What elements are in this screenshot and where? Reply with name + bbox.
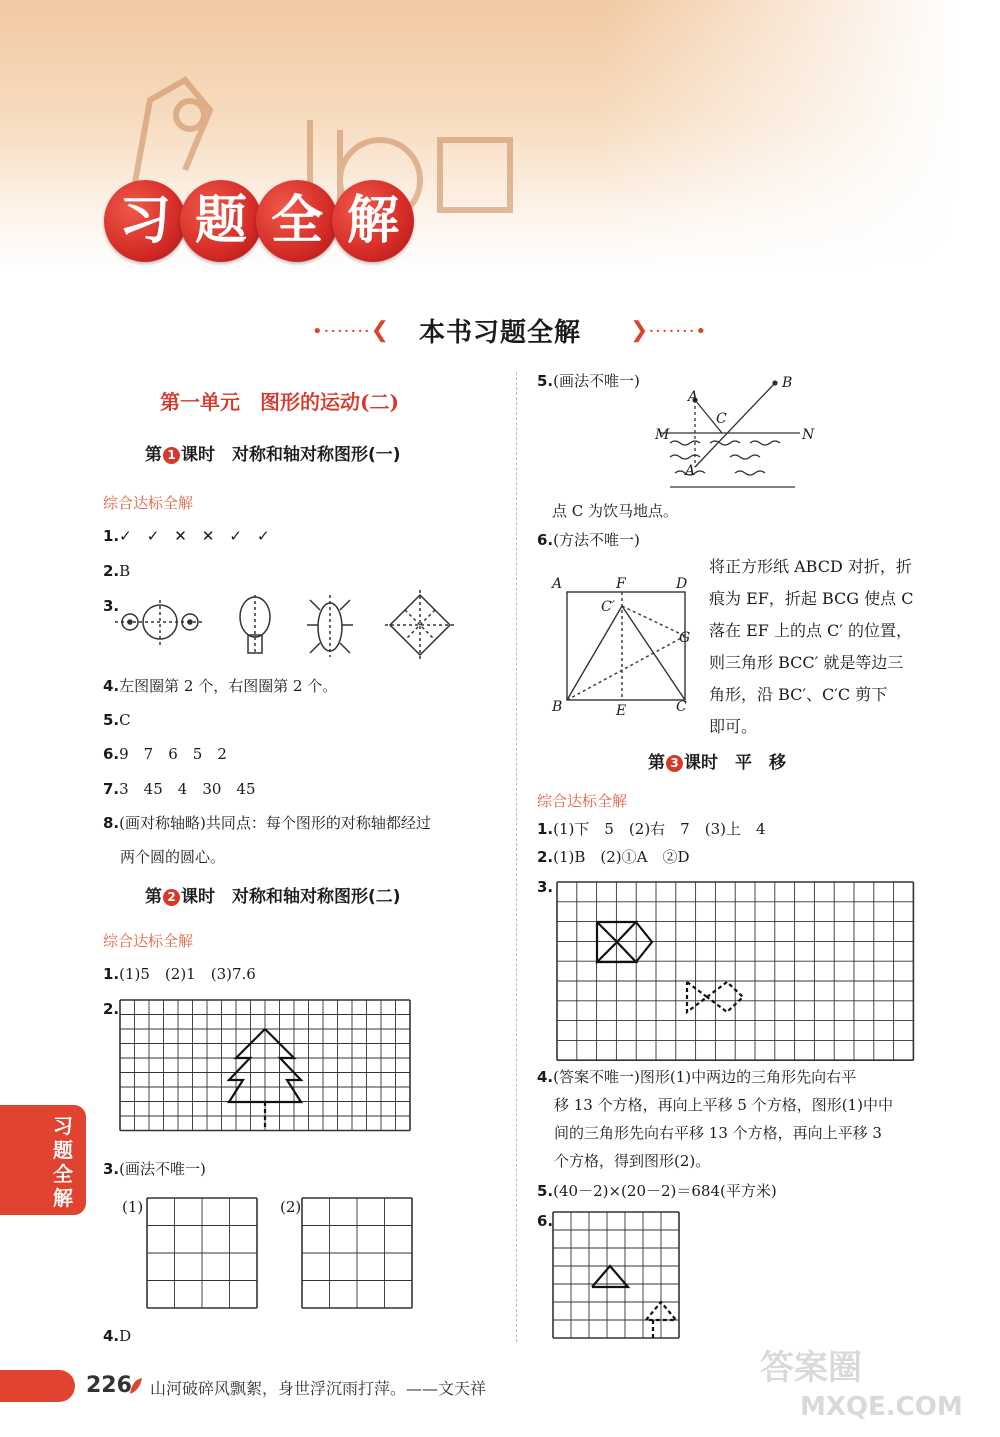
question-5: 5.C (103, 711, 131, 729)
q6-description-line1: 将正方形纸 ABCD 对折，折 (709, 557, 912, 576)
q5-point-A: A (688, 389, 699, 405)
l3-question-4-line3: 间的三角形先向右平移 13 个方格，再向上平移 3 (554, 1124, 882, 1142)
q6-label-G: G (679, 630, 691, 646)
footer-bar (0, 1370, 75, 1402)
q5-conclusion: 点 C 为饮马地点。 (552, 502, 679, 520)
l2-q3-sub2: (2) (280, 1198, 302, 1216)
l3-question-4-line2: 移 13 个方格，再向上平移 5 个方格，图形(1)中中 (554, 1096, 893, 1114)
q5-point-N: N (802, 427, 815, 443)
lesson-2-title: 第 2 课时 对称和轴对称图形(二) (145, 887, 401, 907)
q6-description-line2: 痕为 EF，折起 BCG 使点 C (709, 589, 914, 608)
question-6: 6.9 7 6 5 2 (103, 745, 227, 763)
q6-square-diagram (567, 592, 687, 702)
title-char-3: 全 (256, 180, 338, 262)
leaf-icon (128, 1376, 144, 1396)
q5-point-A-prime: A′ (685, 463, 699, 479)
question-4: 4.左图圈第 2 个，右图圈第 2 个。 (103, 677, 338, 695)
question-8: 8.(画对称轴略)共同点：每个图形的对称轴都经过 (103, 814, 431, 832)
q6-label-F: F (616, 576, 626, 592)
l3-question-5: 5.(40－2)×(20－2)＝684(平方米) (537, 1182, 777, 1200)
l2-question-4: 4.D (103, 1327, 132, 1345)
l3-q3-grid (557, 882, 915, 1052)
question-3: 3. (103, 597, 120, 615)
lesson-3-section: 综合达标全解 (537, 792, 628, 810)
question-1: 1.✓ ✓ ✕ ✕ ✓ ✓ (103, 527, 270, 545)
unit-title: 第一单元 图形的运动(二) (160, 390, 399, 414)
shape-2-left (687, 982, 707, 1012)
l2-q2-grid (120, 1000, 410, 1130)
question-8-line2: 两个圆的圆心。 (120, 848, 226, 866)
ornament-right: ❯·······• (630, 318, 708, 343)
side-tab-label: 习题全解 (53, 1114, 73, 1210)
title-char-2: 题 (180, 180, 262, 262)
l3-q6-grid (553, 1212, 679, 1338)
q6-description-line3: 落在 EF 上的点 C′ 的位置， (709, 621, 913, 640)
l2-question-3: 3.(画法不唯一) (103, 1160, 206, 1178)
q5-point-C: C (716, 411, 727, 427)
footer-quote: 山河破碎风飘絮，身世浮沉雨打萍。——文天祥 (150, 1379, 487, 1398)
column-divider (516, 372, 517, 1342)
watermark-logo: 答案圈 (760, 1348, 862, 1388)
lesson-1-title: 第 1 课时 对称和轴对称图形(一) (145, 445, 401, 465)
q5-point-B: B (782, 375, 793, 391)
q5-point-M: M (655, 427, 670, 443)
title-char-4: 解 (332, 180, 414, 262)
shape-1-tip (636, 922, 652, 962)
l2-q3-grid-2 (302, 1198, 414, 1308)
q6-label-C-prime: C′ (601, 599, 615, 615)
lesson-3-title: 第 3 课时 平 移 (648, 753, 786, 773)
l3-question-4: 4.(答案不唯一)图形(1)中两边的三角形先向右平 (537, 1068, 857, 1086)
question-7: 7.3 45 4 30 45 (103, 780, 256, 798)
q6-label-C: C (676, 699, 687, 715)
l3-question-3: 3. (537, 878, 554, 896)
q6-label-B: B (552, 699, 563, 715)
q3-figures (115, 595, 495, 665)
book-title: 本书习题全解 (418, 318, 581, 348)
q6-label-E: E (616, 703, 627, 719)
lesson-2-section: 综合达标全解 (103, 932, 194, 950)
q6-description-line5: 角形，沿 BC′、C′C 剪下 (709, 685, 888, 704)
q6-description-line4: 则三角形 BCC′ 就是等边三 (709, 653, 904, 672)
shape-1-left (597, 922, 617, 962)
banner-fade (600, 0, 1000, 270)
l2-q3-sub1: (1) (122, 1198, 144, 1216)
question-2: 2.B (103, 562, 131, 580)
r-question-6: 6.(方法不唯一) (537, 531, 640, 549)
l3-question-2: 2.(1)B (2)①A ②D (537, 848, 690, 866)
l2-q3-grid-1 (147, 1198, 259, 1308)
lesson-1-section: 综合达标全解 (103, 494, 194, 512)
q6-description-line6: 即可。 (709, 717, 758, 736)
shape-2-right (707, 982, 743, 1012)
page-number: 226 (86, 1373, 132, 1398)
l3-question-1: 1.(1)下 5 (2)右 7 (3)上 4 (537, 820, 766, 838)
l2-question-1: 1.(1)5 (2)1 (3)7.6 (103, 965, 256, 983)
r-question-5: 5.(画法不唯一) (537, 372, 640, 390)
ornament-left: •·······❮ (312, 318, 390, 343)
l3-question-4-line4: 个方格，得到图形(2)。 (554, 1152, 711, 1170)
watermark-url: MXQE.COM (800, 1392, 963, 1422)
l3-question-6: 6. (537, 1212, 554, 1230)
q6-label-A: A (552, 576, 563, 592)
l2-question-2: 2. (103, 1000, 120, 1018)
q6-label-D: D (676, 576, 688, 592)
title-char-1: 习 (104, 180, 186, 262)
q5-river-diagram (650, 395, 820, 495)
